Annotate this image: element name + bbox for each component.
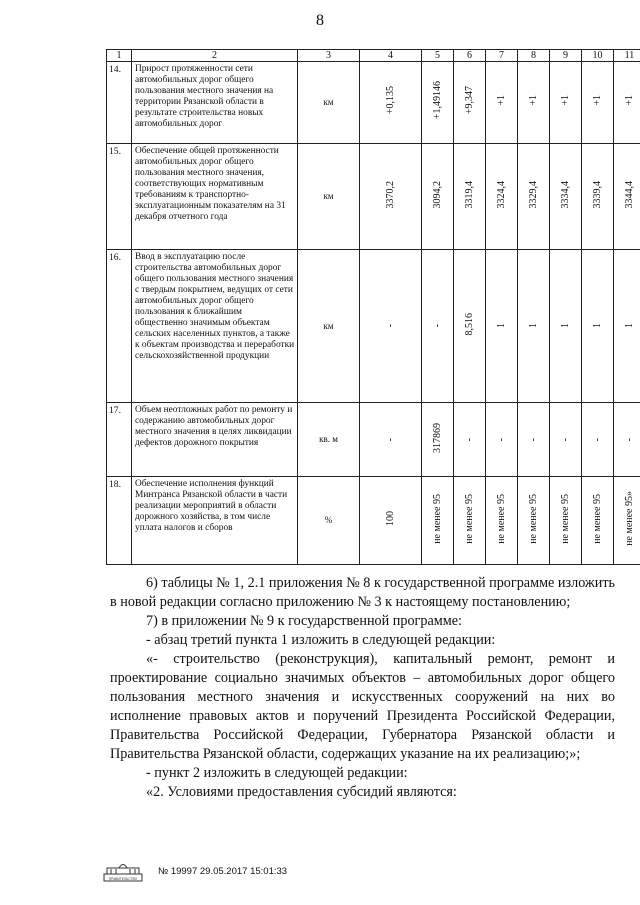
table-row <box>107 403 640 477</box>
table-row <box>107 62 640 144</box>
government-building-logo <box>103 860 143 882</box>
unit-cell: км <box>298 144 360 250</box>
table-header-row <box>107 50 640 62</box>
value-text: не менее 95 <box>431 493 443 544</box>
column-header: 7 <box>486 50 518 62</box>
paragraph: 6) таблицы № 1, 2.1 приложения № 8 к государственной программе изложить в новой редакции согласно приложению № 3 к настоящему постановлению; <box>110 575 615 610</box>
value-cell <box>360 62 422 144</box>
value-cell <box>614 403 640 477</box>
page-number: 8 <box>316 12 324 29</box>
indicator-name: Обеспечение исполнения функций Минтранса Рязанской области в части реализации мероприятий в области дорожного хозяйства, в том числе уплата налогов и сборов <box>132 477 298 565</box>
value-text: +1 <box>495 95 507 106</box>
value-text: 3324,4 <box>495 180 507 209</box>
value-text: +1 <box>559 95 571 106</box>
value-text: +1 <box>527 95 539 106</box>
value-cell <box>582 250 614 403</box>
column-header: 3 <box>298 50 360 62</box>
value-cell <box>486 250 518 403</box>
row-number: 17. <box>107 403 132 477</box>
value-text: +1 <box>591 95 603 106</box>
value-text: 3339,4 <box>591 180 603 209</box>
value-text: +1,49146 <box>431 81 443 120</box>
value-text: 1 <box>559 322 571 328</box>
column-header: 1 <box>107 50 132 62</box>
indicator-name: Объем неотложных работ по ремонту и содержанию автомобильных дорог местного значения в целях ликвидации дефектов дорожного покрытия <box>132 403 298 477</box>
value-cell <box>518 250 550 403</box>
table-row <box>107 250 640 403</box>
table-row <box>107 477 640 565</box>
value-cell <box>422 62 454 144</box>
value-cell <box>518 477 550 565</box>
value-cell <box>582 144 614 250</box>
value-cell <box>454 477 486 565</box>
value-text: не менее 95 <box>559 493 571 544</box>
value-text: 8,516 <box>463 312 475 336</box>
row-number: 18. <box>107 477 132 565</box>
value-text: 3334,4 <box>559 180 571 209</box>
value-cell <box>614 62 640 144</box>
value-cell <box>422 144 454 250</box>
column-header: 9 <box>550 50 582 62</box>
value-text: +1 <box>623 95 635 106</box>
column-header: 8 <box>518 50 550 62</box>
row-number: 16. <box>107 250 132 403</box>
column-header: 11 <box>614 50 640 62</box>
value-text: - <box>431 324 443 328</box>
column-header: 6 <box>454 50 486 62</box>
unit-cell: кв. м <box>298 403 360 477</box>
value-text: 3329,4 <box>527 180 539 209</box>
value-cell <box>454 403 486 477</box>
value-text: 317869 <box>431 422 443 453</box>
value-cell <box>582 62 614 144</box>
paragraph: «- строительство (реконструкция), капитальный ремонт, ремонт и проектирование социально значимых объектов – автомобильных дорог общего пользования местного значения и искусственных сооружений на них во исполнение правовых актов и поручений Президента Российской Федерации, Правительства Российской Федерации, Губернатора Рязанской области и Правительства Рязанской области, содержащих указание на их реализацию;»; <box>110 651 615 762</box>
value-text: - <box>559 437 571 441</box>
unit-cell: км <box>298 62 360 144</box>
value-cell <box>486 144 518 250</box>
value-text: - <box>384 437 396 441</box>
paragraph: 7) в приложении № 9 к государственной программе: <box>146 613 462 629</box>
value-cell <box>360 403 422 477</box>
value-text: не менее 95 <box>463 493 475 544</box>
indicator-name: Ввод в эксплуатацию после строительства автомобильных дорог общего пользования местного значения с твердым покрытием, ведущих от сети автомобильных дорог общего пользования к ближайшим общественно значимым объектам сельских населенных пунктов, а также к объектам производства и переработки сельскохозяйственной продукции <box>132 250 298 403</box>
value-cell <box>454 62 486 144</box>
value-text: 3319,4 <box>463 180 475 209</box>
value-text: - <box>495 437 507 441</box>
paragraph: «2. Условиями предоставления субсидий являются: <box>146 784 457 800</box>
table-row <box>107 144 640 250</box>
value-text: не менее 95» <box>623 491 635 546</box>
value-cell <box>582 403 614 477</box>
value-text: 3344,4 <box>623 180 635 209</box>
value-cell <box>486 62 518 144</box>
column-header: 4 <box>360 50 422 62</box>
value-cell <box>422 250 454 403</box>
svg-text:ПРАВИТЕЛЬСТВО: ПРАВИТЕЛЬСТВО <box>108 877 138 881</box>
value-text: 1 <box>591 322 603 328</box>
value-text: 1 <box>527 322 539 328</box>
value-cell <box>454 144 486 250</box>
row-number: 15. <box>107 144 132 250</box>
column-header: 5 <box>422 50 454 62</box>
unit-cell: % <box>298 477 360 565</box>
indicators-table <box>106 49 640 565</box>
value-text: не менее 95 <box>591 493 603 544</box>
value-cell <box>518 62 550 144</box>
value-cell <box>550 62 582 144</box>
value-text: не менее 95 <box>527 493 539 544</box>
value-cell <box>550 477 582 565</box>
value-text: 100 <box>384 511 396 526</box>
value-cell <box>550 144 582 250</box>
value-cell <box>422 477 454 565</box>
document-registration-stamp: № 19997 29.05.2017 15:01:33 <box>158 866 288 877</box>
paragraph: - пункт 2 изложить в следующей редакции: <box>146 765 408 781</box>
value-text: 3370,2 <box>384 180 396 209</box>
value-text: - <box>463 437 475 441</box>
row-number: 14. <box>107 62 132 144</box>
value-cell <box>486 477 518 565</box>
value-text: не менее 95 <box>495 493 507 544</box>
value-cell <box>614 144 640 250</box>
value-cell <box>486 403 518 477</box>
value-cell <box>360 250 422 403</box>
value-cell <box>360 477 422 565</box>
paragraph: - абзац третий пункта 1 изложить в следующей редакции: <box>146 632 496 648</box>
value-text: - <box>591 437 603 441</box>
value-cell <box>582 477 614 565</box>
value-cell <box>614 250 640 403</box>
value-cell <box>422 403 454 477</box>
value-cell <box>518 144 550 250</box>
indicator-name: Обеспечение общей протяженности автомобильных дорог общего пользования местного значения, соответствующих нормативным требованиям к транспортно-эксплуатационным показателям на 31 декабря отчетного года <box>132 144 298 250</box>
column-header: 10 <box>582 50 614 62</box>
value-text: +0,135 <box>384 86 396 115</box>
column-header: 2 <box>132 50 298 62</box>
value-cell <box>550 403 582 477</box>
value-cell <box>518 403 550 477</box>
value-text: 3094,2 <box>431 180 443 209</box>
value-cell <box>550 250 582 403</box>
unit-cell: км <box>298 250 360 403</box>
document-body <box>110 574 615 802</box>
value-text: - <box>384 324 396 328</box>
value-text: 1 <box>623 322 635 328</box>
value-cell <box>360 144 422 250</box>
value-text: 1 <box>495 322 507 328</box>
value-cell <box>454 250 486 403</box>
value-text: +9,347 <box>463 86 475 115</box>
value-text: - <box>527 437 539 441</box>
value-text: - <box>623 437 635 441</box>
value-cell <box>614 477 640 565</box>
indicator-name: Прирост протяженности сети автомобильных дорог общего пользования местного значения на территории Рязанской области в результате строительства новых автомобильных дорог <box>132 62 298 144</box>
